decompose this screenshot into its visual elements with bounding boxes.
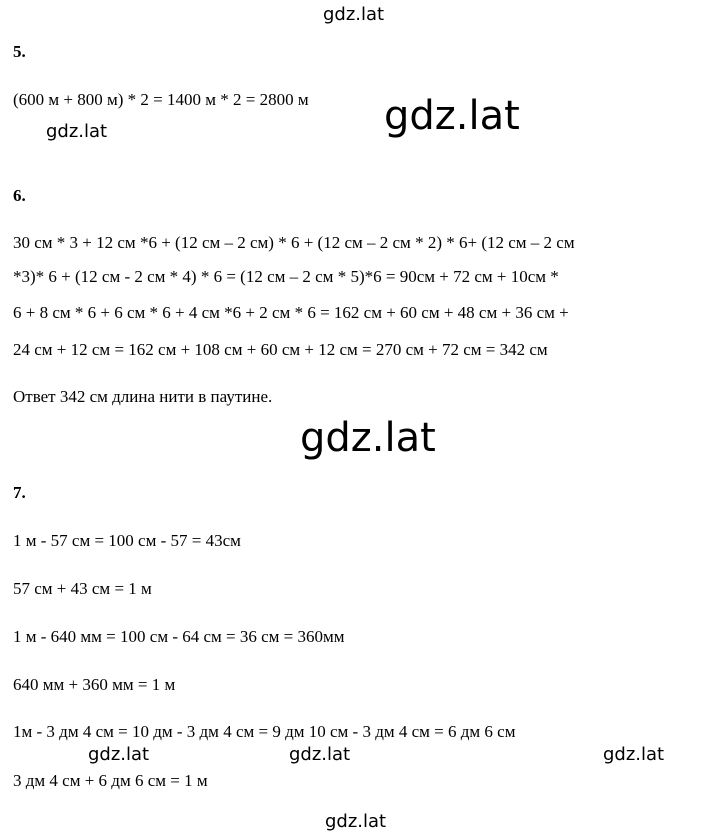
task-line: 24 см + 12 см = 162 см + 108 см + 60 см + 12 см = 270 см + 72 см = 342 см <box>13 340 548 359</box>
task-line: 3 дм 4 см + 6 дм 6 см = 1 м <box>13 771 208 790</box>
task-number: 5. <box>13 42 26 61</box>
watermark-footer: gdz.lat <box>325 811 387 832</box>
task-line: 1м - 3 дм 4 см = 10 дм - 3 дм 4 см = 9 дм 10 см - 3 дм 4 см = 6 дм 6 см <box>13 722 516 741</box>
answer-text: Ответ 342 см длина нити в паутине. <box>13 387 273 406</box>
watermark-large: gdz.lat <box>300 415 436 461</box>
watermark-top: gdz.lat <box>323 4 385 25</box>
watermark-small: gdz.lat <box>46 121 108 142</box>
watermark-bottom-right: gdz.lat <box>603 744 665 765</box>
task-line: 30 см * 3 + 12 см *6 + (12 см – 2 см) * 6 + (12 см – 2 см * 2) * 6+ (12 см – 2 см <box>13 233 575 252</box>
watermark-bottom-center: gdz.lat <box>289 744 351 765</box>
task-line: 6 + 8 см * 6 + 6 см * 6 + 4 см *6 + 2 см * 6 = 162 см + 60 см + 48 см + 36 см + <box>13 303 569 322</box>
task-line: (600 м + 800 м) * 2 = 1400 м * 2 = 2800 м <box>13 90 309 109</box>
task-number: 7. <box>13 483 26 502</box>
task-line: 57 см + 43 см = 1 м <box>13 579 152 598</box>
task-line: 1 м - 640 мм = 100 см - 64 см = 36 см = 360мм <box>13 627 345 646</box>
task-number: 6. <box>13 186 26 205</box>
watermark-large: gdz.lat <box>384 93 520 139</box>
task-line: 640 мм + 360 мм = 1 м <box>13 675 176 694</box>
task-line: 1 м - 57 см = 100 см - 57 = 43см <box>13 531 241 550</box>
task-line: *3)* 6 + (12 см - 2 см * 4) * 6 = (12 см – 2 см * 5)*6 = 90см + 72 см + 10см * <box>13 267 559 286</box>
watermark-bottom-left: gdz.lat <box>88 744 150 765</box>
